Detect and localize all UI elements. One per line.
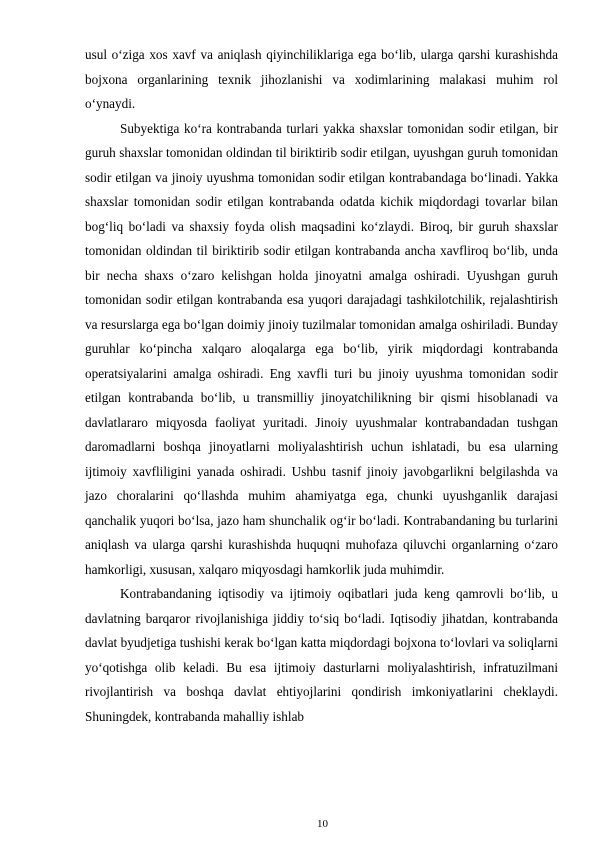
paragraph-1: usul o‘ziga xos xavf va aniqlash qiyinchiliklariga ega bo‘lib, ularga qarshi kurashishda bojxona organlarining texnik jihozlanishi va xodimlarining malakasi muhim rol o‘ynaydi. [85,47,558,111]
paragraph-3: Kontrabandaning iqtisodiy va ijtimoiy oqibatlari juda keng qamrovli bo‘lib, u davlatning barqaror rivojlanishiga jiddiy to‘siq bo‘ladi. Iqtisodiy jihatdan, kontrabanda davlat byudjetiga tushishi kerak bo‘lgan katta miqdordagi bojxona to‘lovlari va soliqlarni yo‘qotishga olib keladi. Bu esa ijtimoiy dasturlarni moliyalashtirish, infratuzilmani rivojlantirish va boshqa davlat ehtiyojlarini qondirish imkoniyatlarini cheklaydi. Shuningdek, kontrabanda mahalliy ishlab [85,586,558,724]
page-number: 10 [317,818,328,830]
paragraph-2: Subyektiga ko‘ra kontrabanda turlari yakka shaxslar tomonidan sodir etilgan, bir guruh shaxslar tomonidan oldindan til biriktirib sodir etilgan, uyushgan guruh tomonidan sodir etilgan va jinoiy uyushma tomonidan sodir etilgan kontrabandaga bo‘linadi. Yakka shaxslar tomonidan sodir etilgan kontrabanda odatda kichik miqdordagi tovarlar bilan bog‘liq bo‘ladi va shaxsiy foyda olish maqsadini ko‘zlaydi. Biroq, bir guruh shaxslar tomonidan oldindan til biriktirib sodir etilgan kontrabanda ancha xavfliroq bo‘lib, unda bir necha shaxs o‘zaro kelishgan holda jinoyatni amalga oshiradi. Uyushgan guruh tomonidan sodir etilgan kontrabanda esa yuqori darajadagi tashkilotchilik, rejalashtirish va resurslarga ega bo‘lgan doimiy jinoiy tuzilmalar tomonidan amalga oshiriladi. Bunday guruhlar ko‘pincha xalqaro aloqalarga ega bo‘lib, yirik miqdordagi kontrabanda operatsiyalarini amalga oshiradi. Eng xavfli turi bu jinoiy uyushma tomonidan sodir etilgan kontrabanda bo‘lib, u transmilliy jinoyatchilikning bir qismi hisoblanadi va davlatlararo miqyosda faoliyat yuritadi. Jinoiy uyushmalar kontrabandadan tushgan daromadlarni boshqa jinoyatlarni moliyalashtirish uchun ishlatadi, bu esa ularning ijtimoiy xavfliligini yanada oshiradi. Ushbu tasnif jinoiy javobgarlikni belgilashda va jazo choralarini qo‘llashda muhim ahamiyatga ega, chunki uyushganlik darajasi qanchalik yuqori bo‘lsa, jazo ham shunchalik og‘ir bo‘ladi. Kontrabandaning bu turlarini aniqlash va ularga qarshi kurashishda huquqni muhofaza qiluvchi organlarning o‘zaro hamkorligi, xususan, xalqaro miqyosdagi hamkorlik juda muhimdir. [85,120,558,577]
page-body [85,43,558,729]
